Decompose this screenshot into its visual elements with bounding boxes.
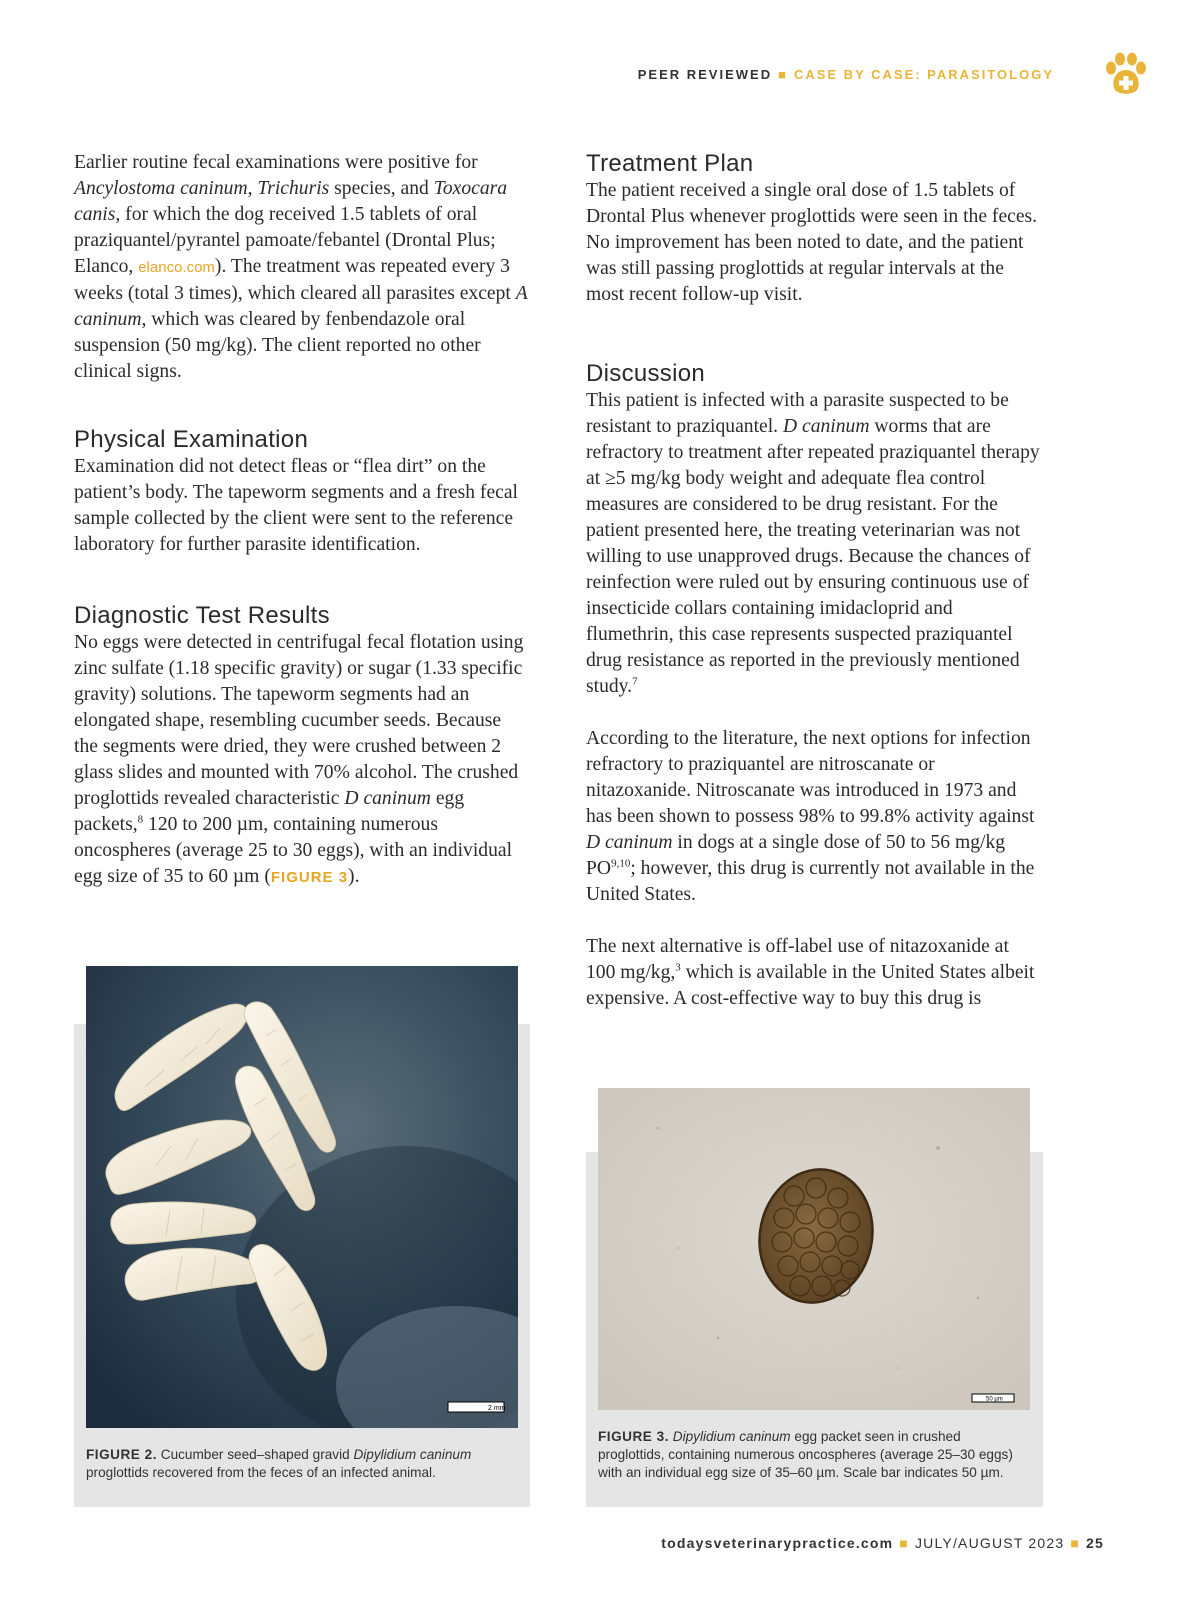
- discussion-section: [586, 360, 1041, 1012]
- diagnostic-body: No eggs were detected in centrifugal fecal flotation using zinc sulfate (1.18 specific gravity) or sugar (1.33 specific gravity) solutions. The tapeworm segments had an elongated shape, resembling cucumber seeds. Because the segments were dried, they were crushed between 2 glass slides and mounted with 70% alcohol. The crushed proglottids revealed characteristic D caninum egg packets,$^8$ 120 to 200 µm, containing numerous oncospheres (average 25 to 30 eggs), with an individual egg size of 35 to 60 µm (FIGURE 3).: [74, 632, 524, 887]
- diagnostic-section: [74, 602, 529, 891]
- discussion-heading: Discussion: [586, 360, 706, 387]
- figure3-image: [598, 1088, 1030, 1410]
- treatment-plan-heading: Treatment Plan: [586, 150, 754, 177]
- figure3-caption: FIGURE 3. Dipylidium caninum egg packet seen in crushed proglottids, containing numerous oncospheres (average 25–30 eggs) with an individual egg size of 35–60 µm. Scale bar indicates 50 µm.: [598, 1429, 1013, 1480]
- diagnostic-heading: Diagnostic Test Results: [74, 602, 330, 629]
- running-header: [638, 67, 1054, 82]
- figure2-scale-text: 2 mm: [488, 1405, 506, 1412]
- physical-exam-heading: Physical Examination: [74, 426, 309, 453]
- footer-site-link[interactable]: todaysveterinarypractice.com: [661, 1535, 894, 1551]
- page-footer: [661, 1535, 1104, 1551]
- footer-separator-2: ■: [1070, 1535, 1081, 1551]
- footer-issue: JULY/AUGUST 2023: [914, 1535, 1065, 1551]
- peer-reviewed-label: PEER REVIEWED: [637, 67, 773, 82]
- footer-separator: ■: [899, 1535, 909, 1551]
- discussion-paragraph-2: According to the literature, the next options for infection refractory to praziquantel are nitroscanate or nitazoxanide. Nitroscanate was introduced in 1973 and has been shown to possess 98% to 99.8% activity against D caninum in dogs at a single dose of 50 to 56 mg/kg PO$^{9,10}$; however, this drug is currently not available in the United States.: [586, 728, 1035, 905]
- section-label: CASE BY CASE: PARASITOLOGY: [793, 67, 1054, 82]
- egg-packet-micrograph: [598, 1088, 1030, 1410]
- figure2-image: [86, 966, 518, 1428]
- treatment-plan-body: The patient received a single oral dose of 1.5 tablets of Drontal Plus whenever proglottids were seen in the feces. No improvement has been noted to date, and the patient was still passing proglottids at regular intervals at the most recent follow-up visit.: [586, 180, 1038, 305]
- figure3-scale-text: 50 µm: [986, 1396, 1003, 1403]
- physical-exam-body: Examination did not detect fleas or “flea dirt” on the patient’s body. The tapeworm segments and a fresh fecal sample collected by the client were sent to the reference laboratory for further parasite identification.: [74, 456, 518, 555]
- proglottids-photo: [86, 966, 518, 1428]
- treatment-plan-section: [586, 150, 1041, 308]
- discussion-paragraph-3: The next alternative is off-label use of nitazoxanide at 100 mg/kg,$^3$ which is available in the United States albeit expensive. A cost-effective way to buy this drug is: [586, 936, 1035, 1009]
- figure2-caption: FIGURE 2. Cucumber seed–shaped gravid Dipylidium caninum proglottids recovered from the feces of an infected animal.: [86, 1447, 472, 1480]
- intro-paragraph: Earlier routine fecal examinations were positive for Ancylostoma caninum, Trichuris species, and Toxocara canis, for which the dog received 1.5 tablets of oral praziquantel/pyrantel pamoate/febantel (Drontal Plus; Elanco, elanco.com). The treatment was repeated every 3 weeks (total 3 times), which cleared all parasites except A caninum, which was cleared by fenbendazole oral suspension (50 mg/kg). The client reported no other clinical signs.: [74, 152, 528, 382]
- page-number: 25: [1086, 1535, 1104, 1551]
- header-separator: ■: [778, 67, 788, 82]
- figure3-reference[interactable]: FIGURE 3: [270, 869, 349, 886]
- elanco-link[interactable]: elanco.com: [138, 259, 215, 276]
- physical-exam-section: [74, 426, 529, 558]
- left-column: [74, 150, 529, 385]
- paw-cross-icon: [1102, 50, 1150, 98]
- discussion-paragraph-1: This patient is infected with a parasite suspected to be resistant to praziquantel. D caninum worms that are refractory to treatment after repeated praziquantel therapy at ≥5 mg/kg body weight and adequate flea control measures are considered to be drug resistant. For the patient presented here, the treating veterinarian was not willing to use unapproved drugs. Because the chances of reinfection were ruled out by ensuring continuous use of insecticide collars containing imidacloprid and flumethrin, this case represents suspected praziquantel drug resistance as reported in the previously mentioned study.$^7$: [586, 390, 1040, 697]
